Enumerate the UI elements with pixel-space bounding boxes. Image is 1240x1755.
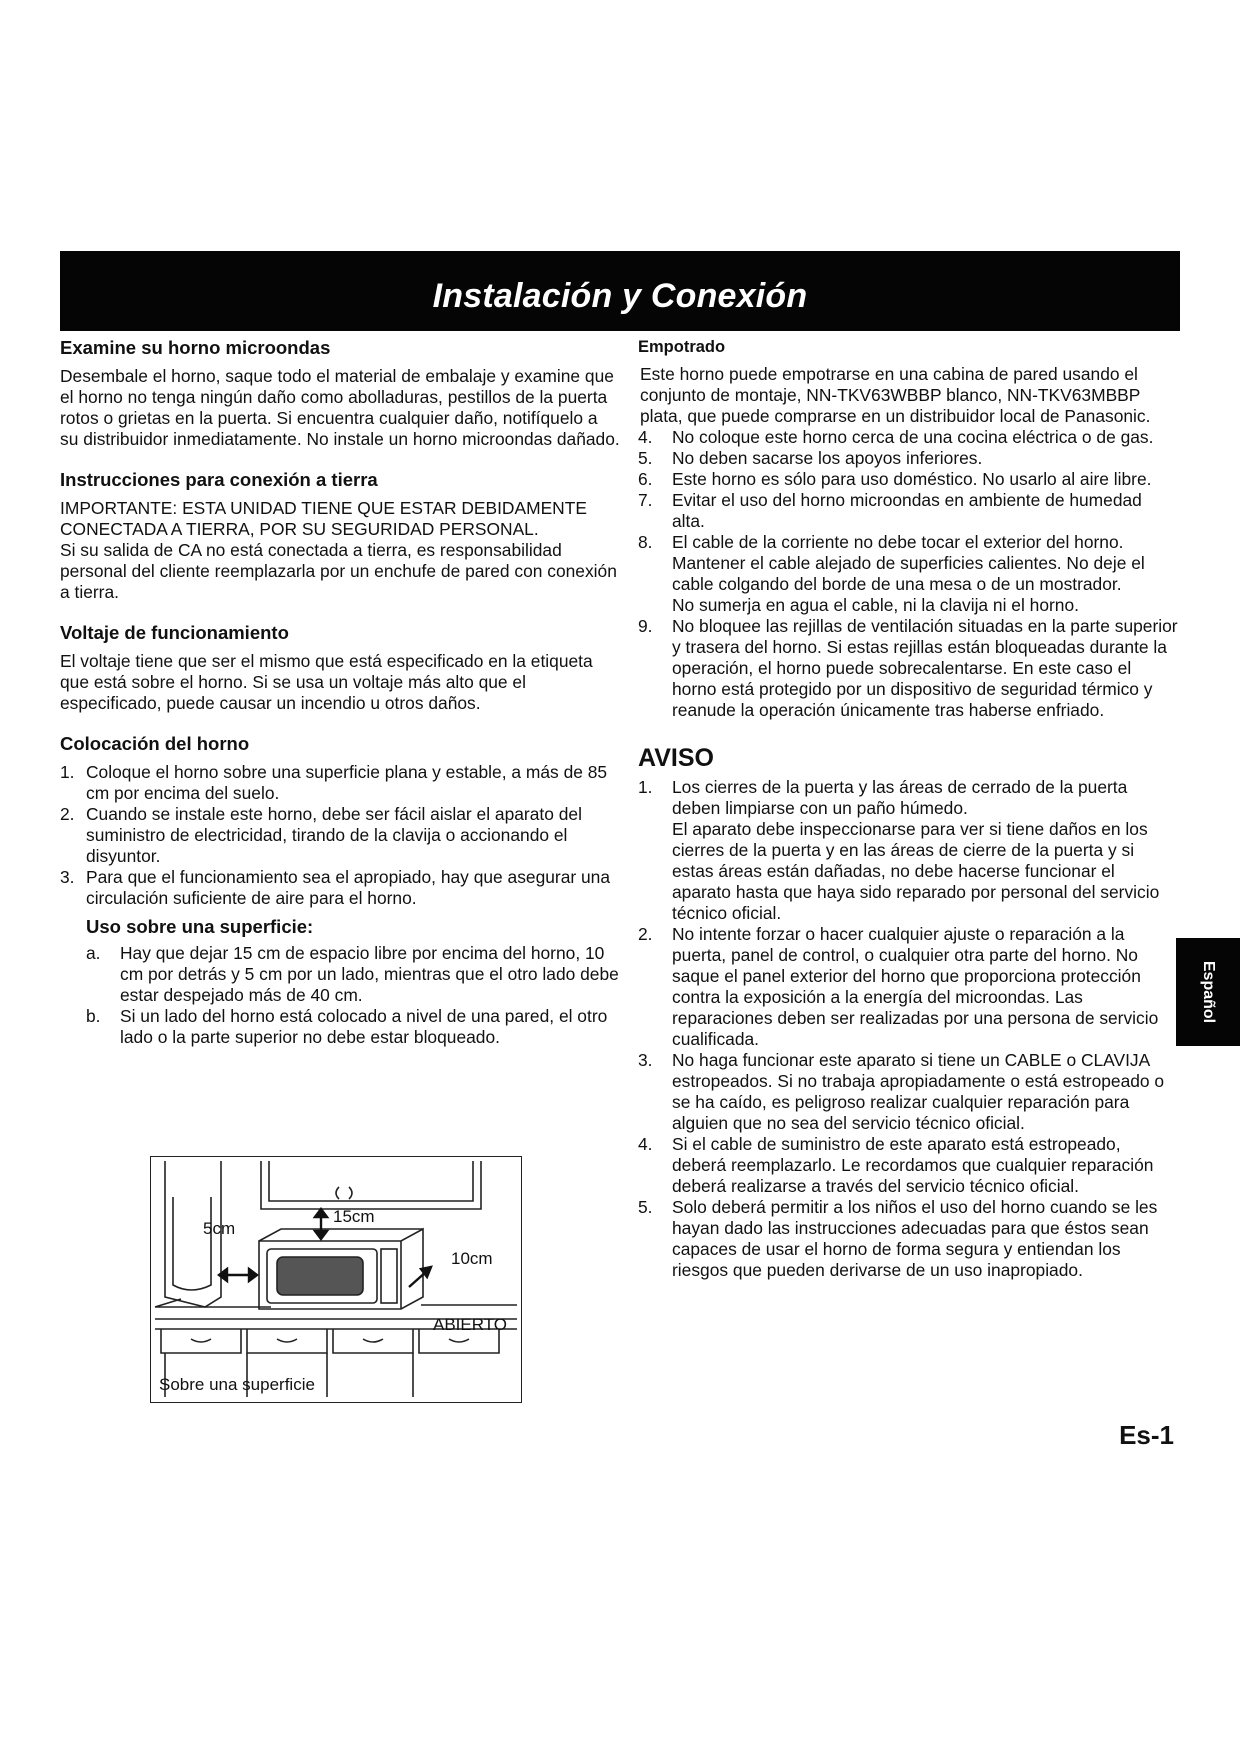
examine-body: Desembale el horno, saque todo el material de embalaje y examine que el horno no tenga ningún daño como abolladuras, pestillos de la puerta rotos o grietas en la puerta. Si encuentra cualquier daño, notifíquelo a su distribuidor inmediatamente. No instale un horno microondas dañado. xyxy=(60,366,620,449)
list-item xyxy=(638,777,1178,924)
ground-body: Si su salida de CA no está conectada a tierra, es responsabilidad personal del cliente reemplazarla por un enchufe de pared con conexión a tierra. xyxy=(60,540,617,602)
list-item xyxy=(638,1134,1178,1197)
list-text-extra: No sumerja en agua el cable, ni la clavija ni el horno. xyxy=(672,595,1079,615)
list-marker: a. xyxy=(86,943,101,963)
list-text: Los cierres de la puerta y las áreas de cerrado de la puerta deben limpiarse con un paño húmedo. xyxy=(672,777,1128,818)
list-text: Para que el funcionamiento sea el apropiado, hay que asegurar una circulación suficiente de aire para el horno. xyxy=(86,867,611,908)
list-marker: 3. xyxy=(638,1050,653,1070)
list-text: No coloque este horno cerca de una cocina eléctrica o de gas. xyxy=(672,427,1154,447)
list-item xyxy=(638,469,1178,490)
list-item xyxy=(638,427,1178,448)
list-text: No deben sacarse los apoyos inferiores. xyxy=(672,448,983,468)
list-marker: 5. xyxy=(638,448,653,468)
upper-cabinet-inner xyxy=(269,1161,473,1201)
label-15cm: 15cm xyxy=(333,1207,375,1226)
list-text: Si el cable de suministro de este aparato está estropeado, deberá reemplazarlo. Le recordamos que cualquier reparación deberá realizarse a través del servicio técnico oficial. xyxy=(672,1134,1154,1196)
list-marker: 7. xyxy=(638,490,653,510)
section-surface xyxy=(86,915,620,1048)
placement-list xyxy=(60,762,620,909)
list-marker: 4. xyxy=(638,427,653,447)
list-item xyxy=(60,762,620,804)
list-marker: 1. xyxy=(638,777,653,797)
list-text: El cable de la corriente no debe tocar el exterior del horno. Mantener el cable alejado de superficies calientes. No deje el cable colgando del borde de una mesa o de un mostrador. xyxy=(672,532,1145,594)
aviso-list xyxy=(638,777,1178,1281)
placement-heading: Colocación del horno xyxy=(60,733,250,754)
list-text: Cuando se instale este horno, debe ser fácil aislar el aparato del suministro de electricidad, tirando de la clavija o accionando el disyuntor. xyxy=(86,804,582,866)
list-marker: 3. xyxy=(60,867,75,887)
voltage-heading: Voltaje de funcionamiento xyxy=(60,622,289,643)
microwave-window xyxy=(277,1257,363,1295)
page-number: Es-1 xyxy=(1119,1420,1174,1450)
list-item xyxy=(638,924,1178,1050)
list-item xyxy=(638,616,1178,721)
list-text: Este horno es sólo para uso doméstico. No usarlo al aire libre. xyxy=(672,469,1152,489)
list-text: No haga funcionar este aparato si tiene un CABLE o CLAVIJA estropeados. Si no trabaja apropiadamente o está estropeado o se ha caído, es peligroso realizar cualquier reparación para alguien que no sea del servicio técnico oficial. xyxy=(672,1050,1165,1133)
language-tab xyxy=(1176,938,1240,1046)
ground-important: IMPORTANTE: ESTA UNIDAD TIENE QUE ESTAR DEBIDAMENTE CONECTADA A TIERRA, POR SU SEGURIDAD PERSONAL. xyxy=(60,498,587,539)
list-marker: 1. xyxy=(60,762,75,782)
arrow-head-right xyxy=(249,1269,257,1281)
examine-heading: Examine su horno microondas xyxy=(60,337,331,358)
section-ground xyxy=(60,468,620,603)
page-title: Instalación y Conexión xyxy=(432,277,808,315)
list-text: Hay que dejar 15 cm de espacio libre por encima del horno, 10 cm por detrás y 5 cm por un lado, mientras que el otro lado debe estar despejado más de 40 cm. xyxy=(120,943,619,1005)
section-aviso xyxy=(638,743,1178,1281)
left-cabinet-panel xyxy=(173,1197,211,1290)
voltage-body: El voltaje tiene que ser el mismo que está especificado en la etiqueta que está sobre el horno. Si se usa un voltaje más alto que el especificado, puede causar un incendio u otros daños. xyxy=(60,651,593,713)
microwave-clearance-drawing xyxy=(151,1157,521,1402)
upper-cabinet xyxy=(261,1161,481,1209)
section-placement xyxy=(60,732,620,1048)
list-item xyxy=(86,1006,620,1048)
list-marker: 4. xyxy=(638,1134,653,1154)
list-item xyxy=(638,1050,1178,1134)
list-item xyxy=(86,943,620,1006)
list-text: No bloquee las rejillas de ventilación situadas en la parte superior y trasera del horno. Si estas rejillas están bloqueadas durante la operación, el horno puede sobrecalentarse. En este caso el horno está protegido por un dispositivo de seguridad térmico y reanude la operación únicamente tras haberse enfriado. xyxy=(672,616,1178,720)
section-examine xyxy=(60,336,620,450)
list-text: Solo deberá permitir a los niños el uso del horno cuando se les hayan dado las instrucciones adecuadas para que éstos sean capaces de usar el horno de forma segura y entiendan los riesgos que pueden derivarse de un uso inapropiado. xyxy=(672,1197,1158,1280)
arrow-head-down xyxy=(315,1231,327,1239)
left-column xyxy=(60,336,620,1066)
list-item xyxy=(638,448,1178,469)
list-marker: 6. xyxy=(638,469,653,489)
spacer xyxy=(638,721,1178,743)
cabinet-handle xyxy=(336,1187,352,1199)
label-open: ABIERTO xyxy=(433,1315,508,1334)
builtin-heading: Empotrado xyxy=(638,338,726,356)
arrow-head-up xyxy=(315,1209,327,1217)
installation-list xyxy=(638,427,1178,721)
section-voltage xyxy=(60,621,620,714)
list-marker: 5. xyxy=(638,1197,653,1217)
ground-heading: Instrucciones para conexión a tierra xyxy=(60,469,378,490)
surface-list xyxy=(86,943,620,1048)
list-item xyxy=(60,804,620,867)
list-marker: 2. xyxy=(60,804,75,824)
list-marker: 2. xyxy=(638,924,653,944)
surface-heading: Uso sobre una superficie: xyxy=(86,916,314,937)
right-column xyxy=(638,336,1178,1281)
list-text: No intente forzar o hacer cualquier ajuste o reparación a la puerta, panel de control, o cualquier otra parte del horno. No saque el panel exterior del horno que proporciona protección contra la exposición a la energía del microondas. Las reparaciones deben ser realizadas por una persona de servicio cualificada. xyxy=(672,924,1159,1049)
list-text-extra: El aparato debe inspeccionarse para ver si tiene daños en los cierres de la puerta y en las áreas de cierre de la puerta y si estas áreas están dañadas, no debe hacerse funcionar el aparato hasta que haya sido reparado por personal del servicio técnico oficial. xyxy=(672,819,1160,923)
list-item xyxy=(60,867,620,909)
control-panel xyxy=(381,1249,397,1303)
list-item xyxy=(638,1197,1178,1281)
installation-diagram xyxy=(150,1156,522,1403)
list-item xyxy=(638,532,1178,616)
list-marker: b. xyxy=(86,1006,101,1026)
label-10cm: 10cm xyxy=(451,1249,493,1268)
list-marker: 9. xyxy=(638,616,653,636)
list-marker: 8. xyxy=(638,532,653,552)
list-item xyxy=(638,490,1178,532)
microwave-top xyxy=(259,1229,423,1241)
section-builtin xyxy=(638,336,1178,427)
label-5cm: 5cm xyxy=(203,1219,236,1238)
aviso-heading: AVISO xyxy=(638,744,714,772)
language-tab-label: Español xyxy=(1200,960,1217,1024)
builtin-body: Este horno puede empotrarse en una cabina de pared usando el conjunto de montaje, NN-TKV63WBBP blanco, NN-TKV63MBBP plata, que puede comprarse en un distribuidor local de Panasonic. xyxy=(640,364,1151,426)
drawer-handles xyxy=(191,1339,469,1342)
list-text: Coloque el horno sobre una superficie plana y estable, a más de 85 cm por encima del suelo. xyxy=(86,762,608,803)
title-bar xyxy=(60,251,1180,331)
figure-caption: Sobre una superficie xyxy=(159,1375,315,1394)
list-text: Si un lado del horno está colocado a nivel de una pared, el otro lado o la parte superior no debe estar bloqueado. xyxy=(120,1006,608,1047)
list-text: Evitar el uso del horno microondas en ambiente de humedad alta. xyxy=(672,490,1142,531)
